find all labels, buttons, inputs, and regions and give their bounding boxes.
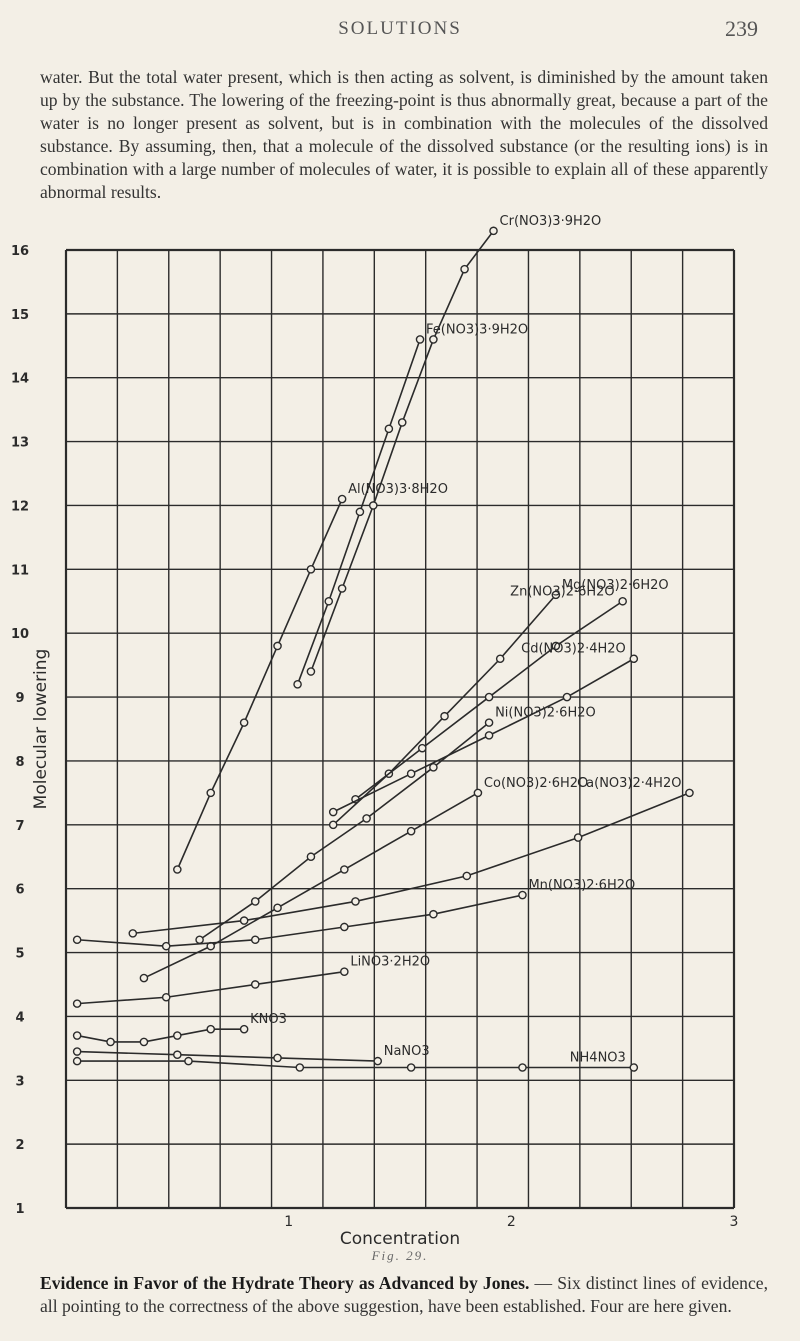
y-axis-label: Molecular lowering <box>31 648 51 810</box>
series-label: Cr(NO3)3·9H2O <box>499 213 602 229</box>
data-point <box>630 1064 637 1071</box>
series-label: Ca(NO3)2·4H2O <box>577 775 682 791</box>
data-point <box>519 891 526 898</box>
series-label: Al(NO3)3·8H2O <box>348 482 448 498</box>
data-point <box>140 1038 147 1045</box>
data-point <box>474 789 481 796</box>
x-tick-label: 3 <box>729 1214 739 1230</box>
data-point <box>241 917 248 924</box>
figure-caption: Fig. 29. <box>371 1248 429 1263</box>
series-label: NaNO3 <box>383 1044 430 1060</box>
data-point <box>430 911 437 918</box>
data-point <box>416 336 423 343</box>
series-label: Zn(NO3)2·6H2O <box>510 584 615 600</box>
page-number: 239 <box>725 16 758 41</box>
data-point <box>185 1058 192 1065</box>
data-point <box>399 419 406 426</box>
data-point <box>419 745 426 752</box>
data-point <box>174 866 181 873</box>
data-point <box>307 853 314 860</box>
data-point <box>74 1058 81 1065</box>
data-point <box>74 1048 81 1055</box>
figure <box>0 213 800 1249</box>
y-tick-label: 14 <box>10 371 30 387</box>
series-line <box>133 793 690 934</box>
y-tick-label: 8 <box>15 754 25 770</box>
data-point <box>241 1026 248 1033</box>
data-point <box>461 266 468 273</box>
data-point <box>129 930 136 937</box>
y-tick-label: 5 <box>15 946 25 962</box>
series-line <box>177 499 342 869</box>
page-header <box>0 14 800 44</box>
data-point <box>241 719 248 726</box>
data-point <box>356 508 363 515</box>
data-point <box>274 904 281 911</box>
series-line <box>77 1052 378 1062</box>
series-label: Ni(NO3)2·6H2O <box>495 705 596 721</box>
y-tick-label: 10 <box>10 627 30 643</box>
data-point <box>274 642 281 649</box>
data-point <box>174 1032 181 1039</box>
data-point <box>341 866 348 873</box>
y-tick-label: 16 <box>10 244 30 259</box>
x-axis-label: Concentration <box>339 1229 461 1249</box>
section-paragraph <box>40 1272 768 1318</box>
data-point <box>296 1064 303 1071</box>
data-point <box>163 943 170 950</box>
data-point <box>408 770 415 777</box>
data-point <box>330 821 337 828</box>
freezing-point-chart <box>0 213 800 1249</box>
data-point <box>497 655 504 662</box>
series-label: LiNO3·2H2O <box>350 954 431 970</box>
data-point <box>325 598 332 605</box>
data-point <box>575 834 582 841</box>
series-label: Co(NO3)2·6H2O <box>483 775 589 791</box>
data-point <box>485 719 492 726</box>
data-point <box>307 566 314 573</box>
data-point <box>74 1000 81 1007</box>
data-point <box>463 872 470 879</box>
data-point <box>252 981 259 988</box>
section-text: — Six distinct lines of evidence, all pointing to the correctness of the above suggestion, have been established. Four are here given. <box>40 1273 768 1316</box>
series-label: Mg(NO3)2·6H2O <box>561 577 669 593</box>
series-line <box>77 895 522 946</box>
data-point <box>341 968 348 975</box>
data-point <box>408 828 415 835</box>
series-line <box>77 1029 244 1042</box>
data-point <box>74 1032 81 1039</box>
series-label: KNO3 <box>250 1012 287 1028</box>
series-label: Mn(NO3)2·6H2O <box>528 878 636 894</box>
body-paragraph: water. But the total water present, which is then acting as solvent, is diminished by the amount taken up by the substance. The lowering of the freezing-point is thus abnormally great, because a part of the water is no longer present as solvent, but is in combination with the molecules of the dissolved substance. By assuming, then, that a molecule of the dissolved substance (or the resulting ions) is in combination with a large number of molecules of water, it is possible to explain all of these apparently abnormal results. <box>40 67 768 202</box>
data-point <box>196 936 203 943</box>
data-point <box>163 994 170 1001</box>
y-tick-label: 4 <box>15 1010 25 1026</box>
data-point <box>207 1026 214 1033</box>
y-tick-label: 12 <box>10 499 30 515</box>
data-point <box>339 495 346 502</box>
data-point <box>485 732 492 739</box>
data-point <box>563 693 570 700</box>
data-point <box>339 585 346 592</box>
data-point <box>686 789 693 796</box>
data-point <box>74 936 81 943</box>
y-tick-label: 11 <box>10 563 30 579</box>
data-point <box>519 1064 526 1071</box>
data-point <box>485 693 492 700</box>
data-point <box>490 227 497 234</box>
y-tick-label: 9 <box>15 691 25 707</box>
data-point <box>341 923 348 930</box>
data-point <box>252 898 259 905</box>
data-point <box>140 974 147 981</box>
x-tick-label: 2 <box>506 1214 516 1230</box>
data-point <box>174 1051 181 1058</box>
data-point <box>408 1064 415 1071</box>
series-label: Fe(NO3)3·9H2O <box>426 322 529 338</box>
data-point <box>252 936 259 943</box>
series-label: Cd(NO3)2·4H2O <box>521 641 626 657</box>
series-line <box>200 723 489 940</box>
data-point <box>294 681 301 688</box>
data-point <box>307 668 314 675</box>
data-point <box>430 764 437 771</box>
y-tick-label: 1 <box>15 1202 25 1217</box>
data-point <box>274 1054 281 1061</box>
y-tick-label: 2 <box>15 1138 25 1154</box>
series-line <box>311 231 494 672</box>
data-point <box>352 898 359 905</box>
data-point <box>330 808 337 815</box>
data-point <box>207 789 214 796</box>
data-point <box>441 713 448 720</box>
data-point <box>630 655 637 662</box>
y-tick-label: 15 <box>10 307 30 323</box>
data-point <box>619 598 626 605</box>
data-point <box>374 1058 381 1065</box>
section-heading: Evidence in Favor of the Hydrate Theory as Advanced by Jones. <box>40 1273 530 1293</box>
data-point <box>363 815 370 822</box>
y-tick-label: 7 <box>15 818 25 834</box>
data-point <box>385 425 392 432</box>
running-head: SOLUTIONS <box>338 18 462 39</box>
y-tick-label: 6 <box>15 882 25 898</box>
data-point <box>107 1038 114 1045</box>
y-tick-label: 13 <box>10 435 30 451</box>
x-tick-label: 1 <box>284 1214 294 1230</box>
series-label: NH4NO3 <box>569 1050 626 1066</box>
series-line <box>77 1061 634 1067</box>
y-tick-label: 3 <box>15 1074 25 1090</box>
data-point <box>370 502 377 509</box>
